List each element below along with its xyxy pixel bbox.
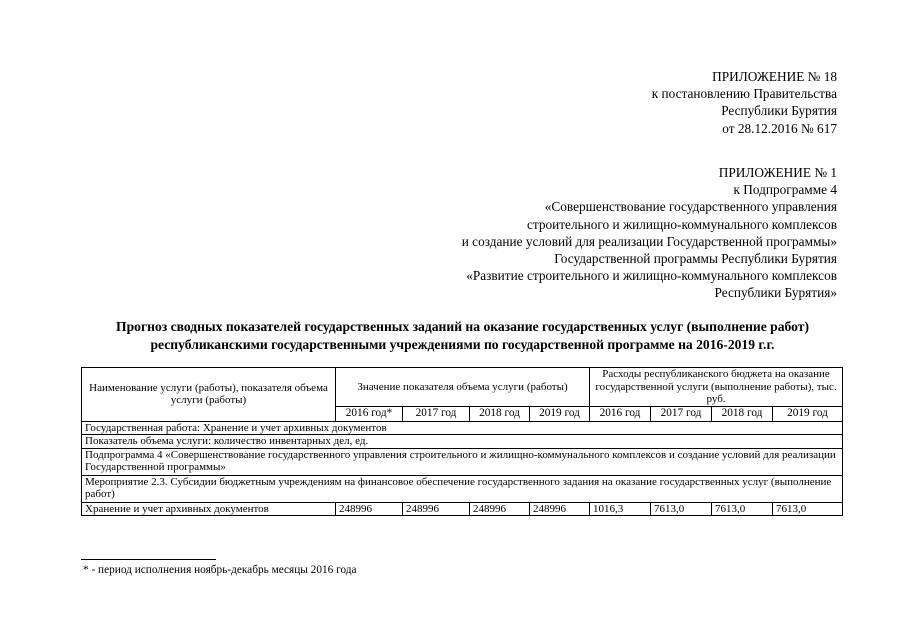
header-name-column: Наименование услуги (работы), показателя объема услуги (работы) — [82, 368, 336, 422]
appendix-1-line: и создание условий для реализации Государственной программы» — [461, 233, 837, 249]
section-indicator: Показатель объема услуги: количество инвентарных дел, ед. — [82, 435, 843, 449]
appendix-1-line: «Совершенствование государственного управления — [544, 199, 837, 215]
cell-budget: 7613,0 — [712, 502, 773, 516]
appendix-1-line: Государственной программы Республики Бурятия — [554, 251, 837, 267]
header-year: 2016 год* — [336, 406, 403, 421]
table-section-row — [82, 448, 843, 475]
section-subprogram: Подпрограмма 4 «Совершенствование государственного управления строительного и жилищно-коммунального комплексов и создание условий для реализации Государственной программы» — [82, 448, 843, 475]
appendix-1-line: к Подпрограмме 4 — [733, 182, 837, 198]
cell-budget: 7613,0 — [651, 502, 712, 516]
appendix-1-line: «Развитие строительного и жилищно-коммунального комплексов — [466, 268, 837, 284]
appendix-18-block — [652, 68, 837, 137]
table-section-row — [82, 475, 843, 502]
appendix-1-block — [462, 164, 837, 302]
appendix-18-line: Республики Бурятия — [721, 103, 837, 119]
header-year: 2019 год — [530, 406, 590, 421]
appendix-1-line: строительного и жилищно-коммунального комплексов — [526, 216, 837, 232]
cell-label: Хранение и учет архивных документов — [82, 502, 336, 516]
header-year: 2019 год — [773, 406, 843, 421]
section-work-name: Государственная работа: Хранение и учет архивных документов — [82, 421, 843, 435]
cell-budget: 7613,0 — [773, 502, 843, 516]
footnote: * - период исполнения ноябрь-декабрь месяцы 2016 года — [83, 564, 357, 576]
appendix-18-date: от 28.12.2016 № 617 — [722, 120, 837, 136]
cell-volume: 248996 — [530, 502, 590, 516]
section-measure: Мероприятие 2.3. Субсидии бюджетным учреждениям на финансовое обеспечение государственного задания на оказание государственных услуг (выполнение работ) — [82, 475, 843, 502]
cell-volume: 248996 — [403, 502, 470, 516]
cell-volume: 248996 — [470, 502, 530, 516]
header-year: 2017 год — [651, 406, 712, 421]
appendix-1-line: Республики Бурятия» — [714, 285, 837, 301]
table-section-row — [82, 435, 843, 449]
table-row — [82, 502, 843, 516]
header-year: 2018 год — [712, 406, 773, 421]
table-section-row — [82, 421, 843, 435]
appendix-18-title: ПРИЛОЖЕНИЕ № 18 — [712, 69, 837, 84]
header-budget-group: Расходы республиканского бюджета на оказание государственной услуги (выполнение работы), тыс. руб. — [590, 368, 843, 407]
table-header-row — [82, 368, 843, 407]
document-title: Прогноз сводных показателей государственных заданий на оказание государственных услуг (выполнение работ) республиканскими государственными учреждениями по государственной программе на 2016-2019 г.г. — [116, 319, 809, 352]
header-year: 2017 год — [403, 406, 470, 421]
header-year: 2016 год — [590, 406, 651, 421]
appendix-18-line: к постановлению Правительства — [651, 86, 837, 102]
cell-budget: 1016,3 — [590, 502, 651, 516]
appendix-1-title: ПРИЛОЖЕНИЕ № 1 — [718, 165, 837, 180]
header-year: 2018 год — [470, 406, 530, 421]
header-volume-group: Значение показателя объема услуги (работы) — [336, 368, 590, 407]
forecast-table — [81, 367, 843, 516]
footnote-divider — [81, 559, 216, 560]
cell-volume: 248996 — [336, 502, 403, 516]
